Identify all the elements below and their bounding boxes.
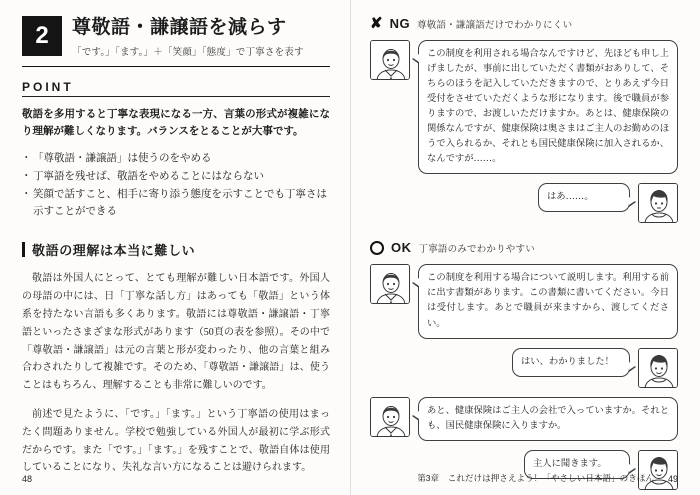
conversation-turn	[370, 397, 678, 441]
list-item: ・ 丁寧語を残せば、敬語をやめることにはならない	[22, 168, 330, 185]
avatar	[370, 264, 410, 304]
page-number-left: 48	[22, 474, 33, 484]
ng-note: 尊敬語・謙譲語だけでわかりにくい	[417, 20, 573, 31]
avatar	[638, 183, 678, 223]
section-rule	[22, 242, 25, 257]
page-title: 尊敬語・謙譲語を減らす	[72, 17, 287, 38]
speech-bubble: はあ……。	[538, 183, 630, 212]
avatar	[638, 348, 678, 388]
body-paragraph: 前述で見たように、「です。」「ます。」という丁寧語の使用はまったく問題ありません。学校で勉強している外国人が最初に学ぶ形式だからです。また「です。」「ます。」を残すことで、敬語自体は使用していることになり、失礼な言い方になることは避けられます。	[22, 408, 330, 474]
list-item: ・ 「尊敬語・謙譲語」は使うのをやめる	[22, 150, 330, 167]
point-label: POINT	[22, 80, 330, 97]
point-body: 敬語を多用すると丁寧な表現になる一方、言葉の形式が複雑になり理解が難しくなります。バランスをとることが大事です。	[22, 108, 330, 137]
chapter-subtitle: 「です。」「ます。」＋「笑顔」「態度」で丁寧さを表す	[72, 47, 304, 58]
conversation-turn	[370, 264, 678, 338]
chapter-title-group	[72, 16, 304, 58]
chapter-number: 2	[22, 16, 62, 56]
chapter-header	[22, 16, 330, 67]
conversation-turn	[370, 183, 678, 223]
ok-heading	[370, 240, 678, 255]
section-title: 敬語の理解は本当に難しい	[32, 243, 196, 259]
point-block	[22, 80, 330, 221]
ng-label: NG	[389, 16, 411, 31]
speech-bubble: この制度を利用される場合なんですけど、先ほども申し上げましたが、事前に出していただく書類がおありして、そちらのほうを記入していただきますので、とりあえず今日受付をさせていただくような形になります。後で職員が参りますので、お渡しいただけますか。あとは、健康保険の関係なんですが、健康保険は奥さまはご主人のお勤めのほうで入られるか、それとも国民健康保険に加入されるか、なんですが……。	[418, 40, 678, 174]
conversation-turn	[370, 40, 678, 174]
speech-bubble: この制度を利用する場合について説明します。利用する前に出す書類があります。この書類に書いてください。今日は受付します。あとで職員が来ますから、渡してください。	[418, 264, 678, 338]
body-paragraph: 敬語は外国人にとって、とても理解が難しい日本語です。外国人の母語の中には、日「丁寧な話し方」はあっても「敬語」という体系を持たない言語も多くあります。敬語には尊敬語・謙譲語・丁寧語といったさまざまな形式があります（50頁の表を参照）。その中で「尊敬語・謙譲語」は元の言葉と形が変わったり、他の言葉と組み合わされたりして複雑です。そのため、「尊敬語・謙譲語」は、使うことはもちろん、理解することも非常に難しいのです。	[22, 273, 330, 392]
point-list	[22, 150, 330, 220]
list-item: ・ 笑顔で話すこと、相手に寄り添う態度を示すことでも丁寧さは示すことができる	[22, 186, 330, 220]
running-header: 第3章 これだけは押さえよう！「やさしい日本語」のきほん	[417, 473, 654, 483]
page-number-right: 49	[667, 474, 678, 484]
speech-bubble: 主人に聞きます。	[524, 450, 630, 479]
avatar	[370, 40, 410, 80]
cross-icon: ✘	[370, 15, 383, 32]
ng-heading	[370, 16, 678, 31]
section-heading	[22, 240, 330, 259]
avatar	[370, 397, 410, 437]
ok-label: OK	[391, 240, 412, 256]
right-page	[350, 0, 700, 495]
circle-icon	[370, 241, 384, 255]
ok-note: 丁寧語のみでわかりやすい	[418, 244, 535, 255]
speech-bubble: はい、わかりました！	[512, 348, 630, 377]
speech-bubble: あと、健康保険はご主人の会社で入っていますか。それとも、国民健康保険に入りますか。	[418, 397, 678, 441]
conversation-turn	[370, 348, 678, 388]
